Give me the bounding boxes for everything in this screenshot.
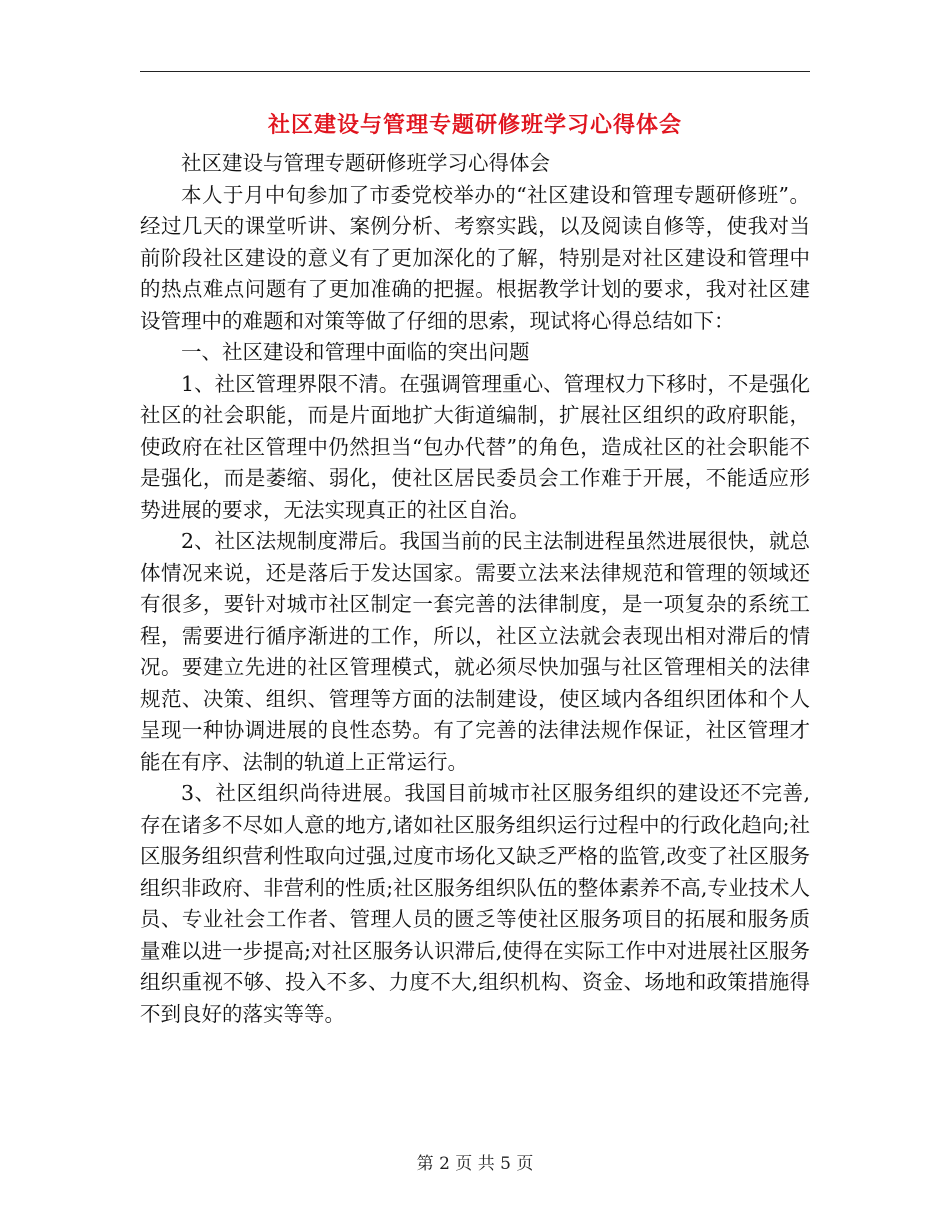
- document-body: [140, 148, 810, 1030]
- header-rule: [140, 71, 810, 72]
- paragraph-intro: 本人于月中旬参加了市委党校举办的“社区建设和管理专题研修班”。经过几天的课堂听讲、案例分析、考察实践，以及阅读自修等，使我对当前阶段社区建设的意义有了更加深化的了解，特别是对社区建设和管理中的热点难点问题有了更加准确的把握。根据教学计划的要求，我对社区建设管理中的难题和对策等做了仔细的思索，现试将心得总结如下：: [140, 182, 810, 333]
- paragraph-subtitle: 社区建设与管理专题研修班学习心得体会: [181, 151, 550, 175]
- paragraph-item-1: 1、社区管理界限不清。在强调管理重心、管理权力下移时，不是强化社区的社会职能，而是片面地扩大街道编制，扩展社区组织的政府职能，使政府在社区管理中仍然担当“包办代替”的角色，造成社区的社会职能不是强化，而是萎缩、弱化，使社区居民委员会工作难于开展，不能适应形势进展的要求，无法实现真正的社区自治。: [140, 371, 810, 522]
- document-title: 社区建设与管理专题研修班学习心得体会: [267, 112, 682, 138]
- paragraph-item-3: 3、社区组织尚待进展。我国目前城市社区服务组织的建设还不完善,存在诸多不尽如人意的地方,诸如社区服务组织运行过程中的行政化趋向;社区服务组织营利性取向过强,过度市场化又缺乏严格的监管,改变了社区服务组织非政府、非营利的性质;社区服务组织队伍的整体素养不高,专业技术人员、专业社会工作者、管理人员的匮乏等使社区服务项目的拓展和服务质量难以进一步提高;对社区服务认识滞后,使得在实际工作中对进展社区服务组织重视不够、投入不多、力度不大,组织机构、资金、场地和政策措施得不到良好的落实等等。: [140, 781, 810, 1026]
- page-number: 第 2 页 共 5 页: [416, 1154, 534, 1174]
- paragraph-item-2: 2、社区法规制度滞后。我国当前的民主法制进程虽然进展很快，就总体情况来说，还是落后于发达国家。需要立法来法律规范和管理的领域还有很多，要针对城市社区制定一套完善的法律制度，是一项复杂的系统工程，需要进行循序渐进的工作，所以，社区立法就会表现出相对滞后的情况。要建立先进的社区管理模式，就必须尽快加强与社区管理相关的法律规范、决策、组织、管理等方面的法制建设，使区域内各组织团体和个人呈现一种协调进展的良性态势。有了完善的法律法规作保证，社区管理才能在有序、法制的轨道上正常运行。: [140, 529, 810, 774]
- section-heading-1: 一、社区建设和管理中面临的突出问题: [181, 340, 530, 364]
